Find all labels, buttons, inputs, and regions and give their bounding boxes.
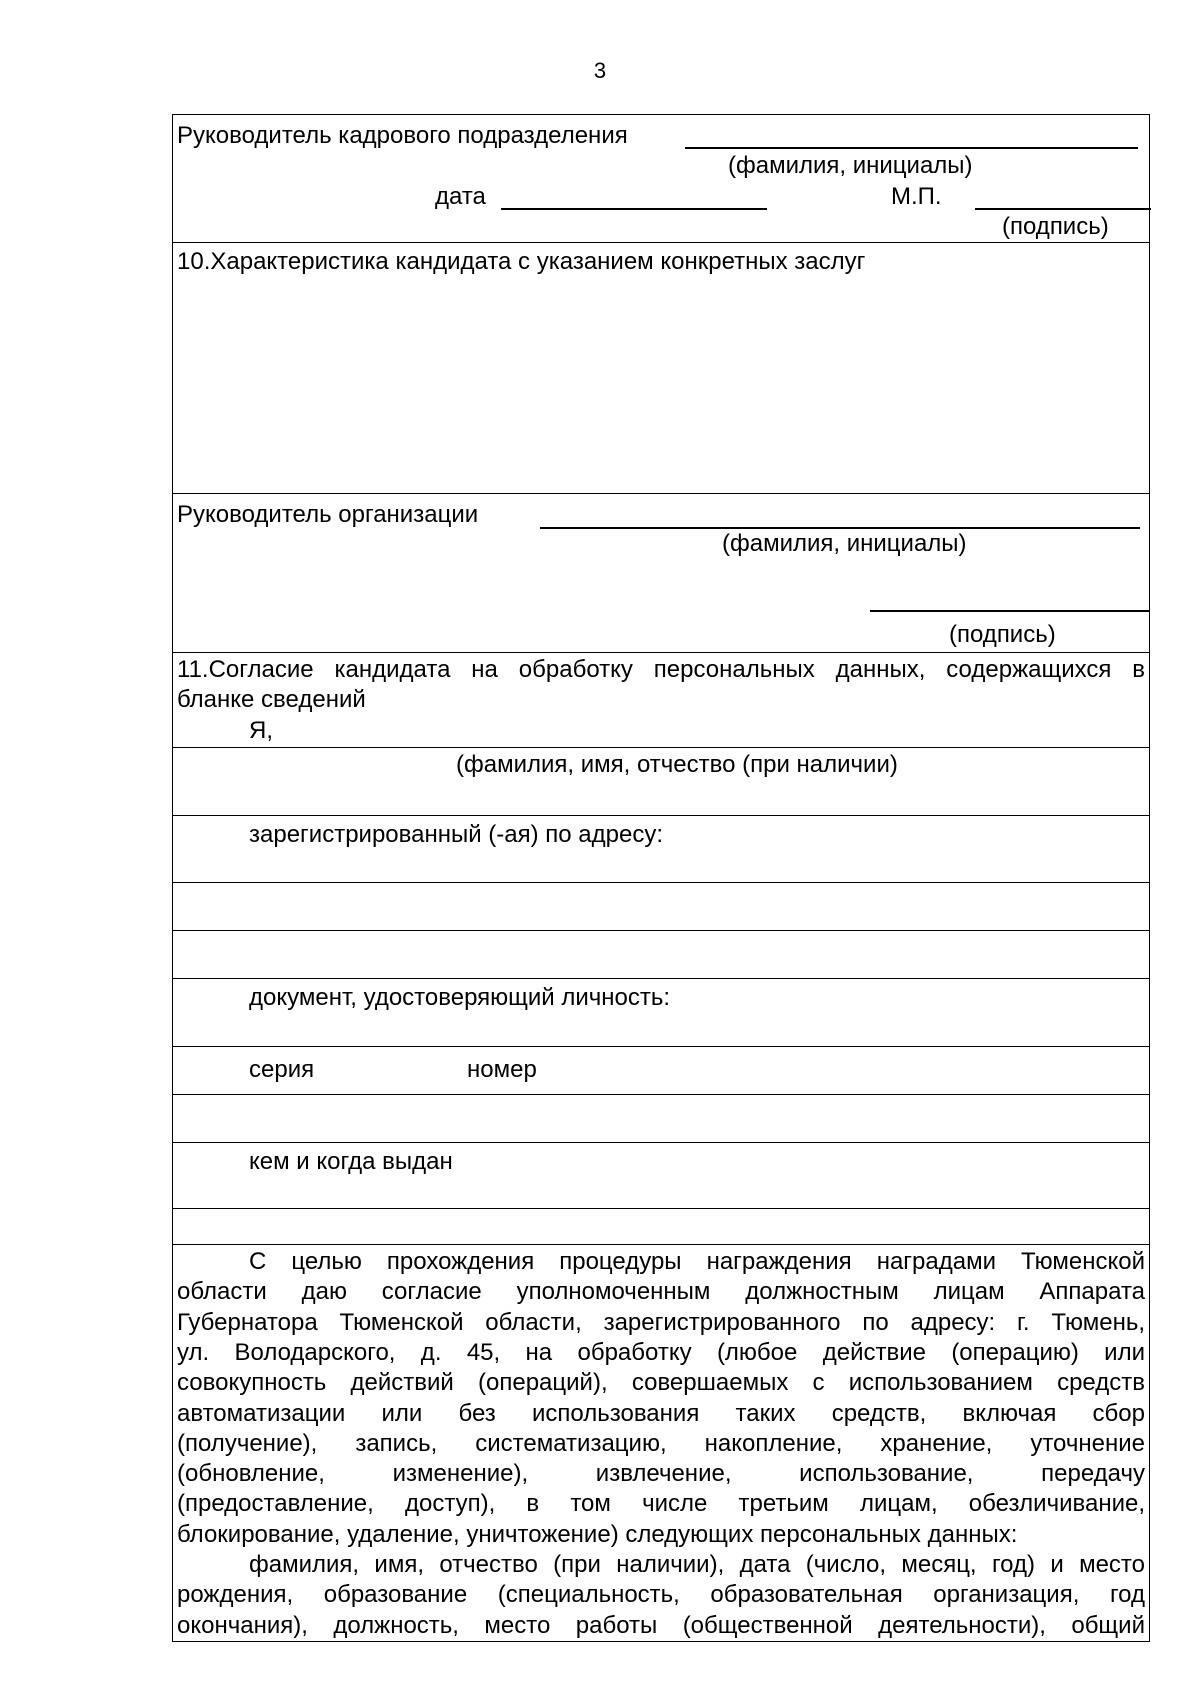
org-name-caption: (фамилия, инициалы) — [722, 530, 967, 557]
section-10 — [173, 243, 1149, 494]
hr-head-label: Руководитель кадрового подразделения — [177, 122, 628, 149]
org-signature-caption: (подпись) — [949, 621, 1056, 648]
consent-line: окончания), должность, место работы (общественной деятельности), общий — [177, 1611, 1145, 1639]
consent-line: фамилия, имя, отчество (при наличии), дата (число, месяц, год) и место — [249, 1551, 1145, 1578]
section-11-header — [173, 653, 1149, 748]
issued-row[interactable] — [173, 1143, 1149, 1209]
section-11-title-line1: 11.Согласие кандидата на обработку персональных данных, содержащихся в — [177, 656, 1145, 683]
address-row[interactable] — [173, 816, 1149, 883]
hr-signature-caption: (подпись) — [1002, 213, 1109, 240]
hr-name-line[interactable] — [685, 147, 1138, 149]
consent-line: (обновление, изменение), извлечение, использование, передачу — [177, 1460, 1145, 1488]
issued-label: кем и когда выдан — [249, 1148, 453, 1175]
consent-line: совокупность действий (операций), совершаемых с использованием средств — [177, 1369, 1145, 1397]
consent-line: рождения, образование (специальность, образовательная организация, год — [177, 1581, 1145, 1609]
document-label: документ, удостоверяющий личность: — [249, 984, 671, 1011]
org-signature-line[interactable] — [870, 610, 1150, 612]
document-row[interactable] — [173, 979, 1149, 1047]
org-section — [173, 494, 1149, 653]
document-blank-line[interactable] — [173, 1095, 1149, 1143]
section-11-title-line2: бланке сведений — [177, 686, 366, 713]
fio-row[interactable] — [173, 748, 1149, 816]
consent-line: (получение), запись, систематизацию, накопление, хранение, уточнение — [177, 1429, 1145, 1457]
consent-line: С целью прохождения процедуры награждения наградами Тюменской — [249, 1248, 1145, 1275]
consent-line: (предоставление, доступ), в том числе третьим лицам, обезличивание, — [177, 1490, 1145, 1518]
issued-blank-line[interactable] — [173, 1209, 1149, 1245]
address-label: зарегистрированный (-ая) по адресу: — [249, 821, 664, 848]
consent-line: области даю согласие уполномоченным должностным лицам Аппарата — [177, 1278, 1145, 1306]
hr-date-label: дата — [435, 183, 486, 210]
section-10-title: 10.Характеристика кандидата с указанием конкретных заслуг — [177, 248, 866, 275]
hr-seal-label: М.П. — [891, 183, 942, 210]
consent-line: автоматизации или без использования таких средств, включая сбор — [177, 1399, 1145, 1427]
address-line-2[interactable] — [173, 931, 1149, 979]
number-label: номер — [467, 1056, 537, 1083]
series-label: серия — [249, 1056, 315, 1083]
hr-section — [173, 115, 1149, 243]
award-form-table — [172, 114, 1150, 1642]
series-number-row[interactable] — [173, 1047, 1149, 1095]
page-number: 3 — [593, 58, 607, 83]
consent-line: ул. Володарского, д. 45, на обработку (любое действие (операцию) или — [177, 1338, 1145, 1366]
hr-signature-line[interactable] — [975, 208, 1151, 210]
consent-line: блокирование, удаление, уничтожение) следующих персональных данных: — [177, 1520, 1018, 1548]
hr-date-line[interactable] — [501, 208, 767, 210]
i-label: Я, — [249, 717, 273, 744]
org-name-line[interactable] — [540, 527, 1140, 529]
address-line-1[interactable] — [173, 883, 1149, 931]
consent-line: Губернатора Тюменской области, зарегистрированного по адресу: г. Тюмень, — [177, 1308, 1145, 1336]
fio-caption: (фамилия, имя, отчество (при наличии) — [456, 751, 898, 778]
hr-name-caption: (фамилия, инициалы) — [728, 152, 973, 179]
org-head-label: Руководитель организации — [177, 501, 479, 528]
consent-text-block — [173, 1245, 1149, 1643]
